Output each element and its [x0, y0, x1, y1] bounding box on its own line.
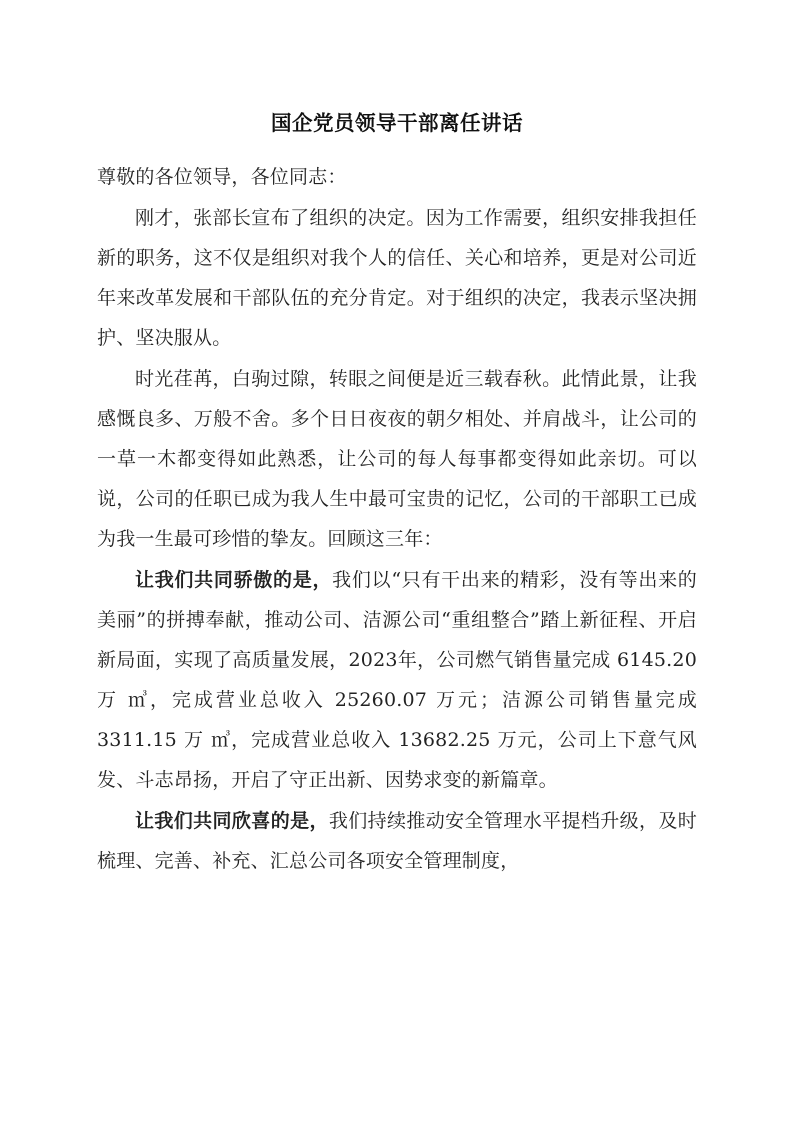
paragraph-4: [97, 801, 697, 881]
paragraph-3: [97, 560, 697, 800]
paragraph-4-lead: 让我们共同欣喜的是，: [135, 809, 329, 832]
paragraph-1: 刚才，张部长宣布了组织的决定。因为工作需要，组织安排我担任新的职务，这不仅是组织对我个人的信任、关心和培养，更是对公司近年来改革发展和干部队伍的充分肯定。对于组织的决定，我表示坚决拥护、坚决服从。: [97, 206, 697, 349]
paragraph-salutation: 尊敬的各位领导，各位同志：: [97, 165, 347, 188]
paragraph-4-text: 我们持续推动安全管理水平提档升级，及时梳理、完善、补充、汇总公司各项安全管理制度，: [97, 809, 697, 872]
paragraph-2: 时光荏苒，白驹过隙，转眼之间便是近三载春秋。此情此景，让我感慨良多、万般不舍。多个日日夜夜的朝夕相处、并肩战斗，让公司的一草一木都变得如此熟悉，让公司的每人每事都变得如此亲切。可以说，公司的任职已成为我人生中最可宝贵的记忆，公司的干部职工已成为我一生最可珍惜的挚友。回顾这三年：: [97, 367, 697, 550]
paragraph-3-text: 我们以“只有干出来的精彩，没有等出来的美丽”的拼搏奉献，推动公司、洁源公司“重组整合”踏上新征程、开启新局面，实现了高质量发展，2023年，公司燃气销售量完成 6145.20 万 ㎥，完成营业总收入 25260.07 万元；洁源公司销售量完成 3311.15 万 ㎥，完成营业总收入 13682.25 万元，公司上下意气风发、斗志昂扬，开启了守正出新、因势求变的新篇章。: [97, 568, 697, 791]
paragraph-3-lead: 让我们共同骄傲的是，: [135, 568, 333, 591]
page-title: 国企党员领导干部离任讲话: [271, 111, 523, 135]
document-body: [97, 108, 697, 882]
